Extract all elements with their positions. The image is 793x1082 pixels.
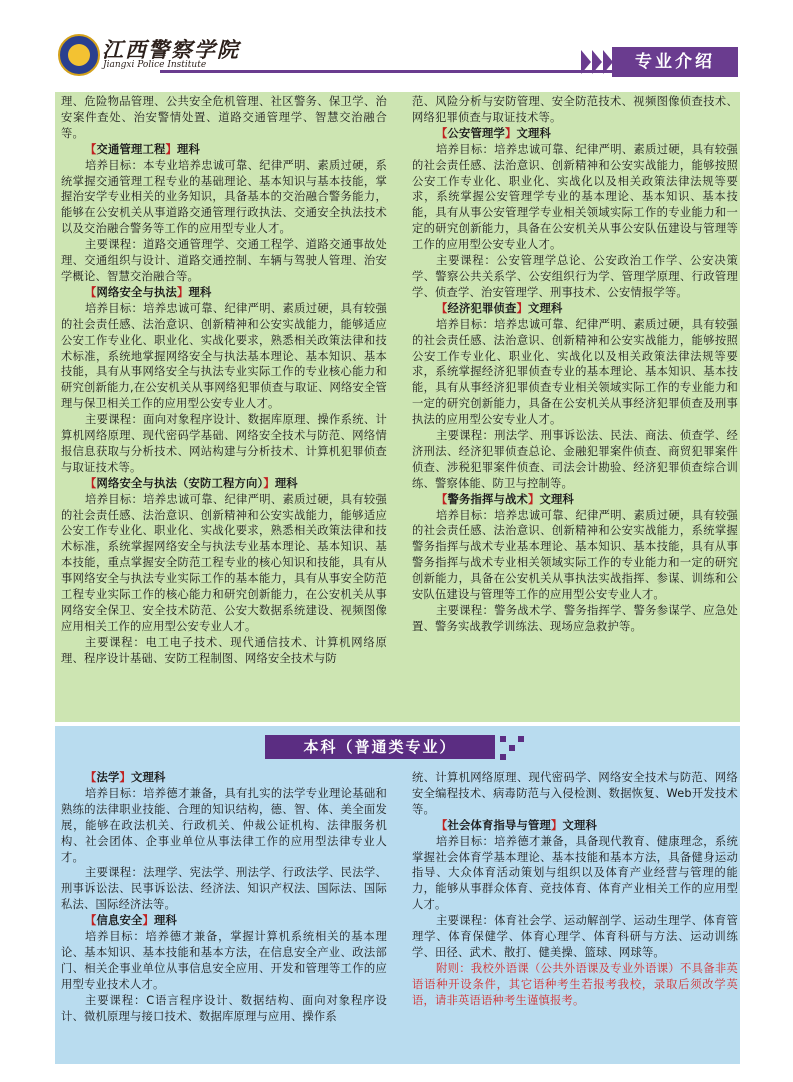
school-name-cn: 江西警察学院 [102, 37, 240, 62]
major-heading: 【社会体育指导与管理】文理科 [436, 818, 597, 832]
green-right-column [412, 94, 738, 635]
body-paragraph: 培养目标：培养忠诚可靠、纪律严明、素质过硬，具有较强的社会责任感、法治意识、创新精神和公安实战能力，能够适应公安工作专业化、职业化、实战化要求，熟悉相关政策法律和技术标准，系统掌握网络安全与执法专业基本理论、基本知识、基本技能，重点掌握安全防范工程专业的核心知识和技能，具有从事网络安全与执法专业实际工作的基本能力，具有从事安全防范工程专业实际工作的核心能力和研究创新能力，在公安机关从事网络安全保卫、安全技术防范、公安大数据系统建设、视频图像应用相关工作的应用型公安专业人才。 [61, 492, 387, 633]
major-type: 理科 [274, 476, 298, 490]
decorative-square-icon [500, 754, 506, 760]
body-paragraph: 统、计算机网络原理、现代密码学、网络安全技术与防范、网络安全编程技术、病毒防范与入侵检测、数据恢复、Web开发技术等。 [412, 771, 738, 816]
body-paragraph: 培养目标：本专业培养忠诚可靠、纪律严明、素质过硬，系统掌握交通管理工程专业的基础理论、基本知识与基本技能，掌握治安学专业相关的业务知识，具备基本的交治融合警务能力，能够在公安机关从事道路交通管理行政执法、交通安全执法技术以及交治融合警务等工作的应用型专业人才。 [61, 158, 387, 236]
major-name: 网络安全与执法（安防工程方向） [96, 476, 264, 490]
major-name: 信息安全 [96, 914, 143, 928]
major-name: 警务指挥与战术 [447, 492, 528, 506]
major-heading: 【警务指挥与战术】文理科 [436, 492, 574, 506]
body-paragraph: 培养目标：培养德才兼备，具备现代教育、健康理念，系统掌握社会体育学基本理论、基本技能和基本方法，具备健身运动指导、大众体育活动策划与组织以及体育产业经营与管理的能力，能够从事群众体育、竞技体育、体育产业相关工作的应用型人才。 [412, 834, 738, 912]
body-paragraph: 培养目标：培养忠诚可靠、纪律严明、素质过硬，具有较强的社会责任感、法治意识、创新精神和公安实战能力，系统掌握警务指挥与战术专业基本理论、基本知识、基本技能，具有从事警务指挥与战术专业相关领域实际工作的专业能力和一定的研究创新能力，具备在公安机关从事执法实战指挥、参谋、训练和公安队伍建设与管理等工作的应用型公安专业人才。 [412, 508, 738, 602]
police-emblem-icon [58, 34, 100, 76]
notice-paragraph: 附则：我校外语课（公共外语课及专业外语课）不具备非英语语种开设条件，其它语种考生若报考我校，录取后须改学英语，请非英语语种考生谨慎报考。 [412, 961, 738, 1007]
body-paragraph: 培养目标：培养忠诚可靠、纪律严明、素质过硬，具有较强的社会责任感、法治意识、创新精神和公安实战能力，能够按照公安工作专业化、职业化、实战化以及相关政策法律法规等要求，系统掌握公安管理学专业的基本理论、基本知识、基本技能，具有从事公安管理学专业相关领域实际工作的专业能力和一定的研究创新能力，具备在公安机关从事公安队伍建设与管理等工作的应用型公安专业人才。 [412, 142, 738, 252]
decorative-square-icon [509, 745, 515, 751]
major-type: 文理科 [131, 771, 166, 784]
major-type: 理科 [176, 142, 200, 156]
major-heading: 【法学】文理科 [85, 771, 166, 784]
blue-left-column [61, 770, 387, 1025]
major-type: 理科 [154, 914, 177, 928]
major-name: 交通管理工程 [96, 142, 166, 156]
major-heading: 【公安管理学】文理科 [436, 126, 551, 140]
body-paragraph: 主要课程：面向对象程序设计、数据库原理、操作系统、计算机网络原理、现代密码学基础、网络安全技术与防范、网络情报信息获取与分析技术、网站构建与分析技术、计算机犯罪侦查与取证技术等。 [61, 413, 387, 474]
body-paragraph: 主要课程：法理学、宪法学、刑法学、行政法学、民法学、刑事诉讼法、民事诉讼法、经济法、知识产权法、国际法、国际私法、国际经济法等。 [61, 866, 387, 912]
chevron-icon [581, 50, 591, 74]
body-paragraph: 培养目标：培养忠诚可靠、纪律严明、素质过硬，具有较强的社会责任感、法治意识、创新精神和公安实战能力，能够适应公安工作专业化、职业化、实战化要求，熟悉相关政策法律和技术标准，系统地掌握网络安全与执法基本理论、基本知识、基本技能，具有从事网络安全与执法专业实际工作的专业核心能力和研究创新能力,在公安机关从事网络犯罪侦查与取证、网络安全管理与保卫相关工作的应用型公安专业人才。 [61, 301, 387, 411]
major-type: 文理科 [527, 301, 563, 315]
body-paragraph: 培养目标：培养德才兼备，具有扎实的法学专业理论基础和熟练的法律职业技能、合理的知识结构，德、智、体、美全面发展，能够在政法机关、行政机关、仲裁公证机构、法律服务机构、社会团体、企事业单位从事法律工作的应用型法律专业人才。 [61, 786, 387, 864]
section-banner: 本科（普通类专业） [265, 735, 495, 759]
section-title: 专业介绍 [612, 47, 738, 77]
body-paragraph: 主要课程：道路交通管理学、交通工程学、道路交通事故处理、交通组织与设计、道路交通控制、车辆与驾驶人管理、治安学概论、智慧交治融合等。 [61, 238, 387, 283]
body-paragraph: 培养目标：培养德才兼备，掌握计算机系统相关的基本理论、基本知识、基本技能和基本方法，在信息安全产业、政法部门、相关企事业单位从事信息安全应用、开发和管理等工作的应用型专业技术人才。 [61, 930, 387, 991]
major-type: 文理科 [539, 492, 574, 506]
chevron-icon [592, 50, 602, 74]
major-heading: 【交通管理工程】理科 [85, 142, 200, 156]
major-heading: 【网络安全与执法（安防工程方向）】理科 [85, 476, 298, 490]
major-name: 法学 [96, 771, 120, 784]
decorative-square-icon [500, 736, 506, 742]
body-paragraph: 理、危险物品管理、公共安全危机管理、社区警务、保卫学、治安案件查处、治安警情处置、道路交通管理学、智慧交治融合等。 [61, 95, 387, 140]
page-header [0, 0, 793, 88]
body-paragraph: 主要课程：公安管理学总论、公安政治工作学、公安决策学、警察公共关系学、公安组织行为学、管理学原理、行政管理学、侦查学、治安管理学、刑事技术、公安情报学等。 [412, 254, 738, 299]
body-paragraph: 主要课程：警务战术学、警务指挥学、警务参谋学、应急处置、警务实战教学训练法、现场应急救护等。 [412, 604, 738, 633]
decorative-square-icon [518, 736, 524, 742]
major-name: 社会体育指导与管理 [447, 818, 551, 832]
green-left-column [61, 94, 387, 667]
header-divider [160, 70, 615, 73]
school-name-en: Jiangxi Police Institute [103, 60, 207, 70]
major-type: 文理科 [516, 126, 551, 140]
body-paragraph: 主要课程：电工电子技术、现代通信技术、计算机网络原理、程序设计基础、安防工程制图、网络安全技术与防 [61, 635, 387, 665]
major-name: 公安管理学 [447, 126, 505, 140]
body-paragraph: 主要课程：体育社会学、运动解剖学、运动生理学、体育管理学、体育保健学、体育心理学、体育科研与方法、运动训练学、田径、武术、散打、健美操、篮球、网球等。 [412, 914, 738, 959]
major-name: 经济犯罪侦查 [447, 301, 517, 315]
blue-right-column [412, 770, 738, 1009]
major-type: 文理科 [562, 818, 597, 832]
major-type: 理科 [188, 285, 212, 299]
major-name: 网络安全与执法 [96, 285, 177, 299]
major-heading: 【信息安全】理科 [85, 914, 177, 928]
major-heading: 【经济犯罪侦查】文理科 [436, 301, 563, 315]
body-paragraph: 主要课程：C语言程序设计、数据结构、面向对象程序设计、微机原理与接口技术、数据库原理与应用、操作系 [61, 993, 387, 1023]
body-paragraph: 主要课程：刑法学、刑事诉讼法、民法、商法、侦查学、经济刑法、经济犯罪侦查总论、金融犯罪案件侦查、商贸犯罪案件侦查、涉税犯罪案件侦查、司法会计勘验、经济犯罪侦查综合训练、警察体能、防卫与控制等。 [412, 429, 738, 490]
body-paragraph: 培养目标：培养忠诚可靠、纪律严明、素质过硬，具有较强的社会责任感、法治意识、创新精神和公安实战能力，能够按照公安工作专业化、职业化、实战化以及相关政策法律法规等要求，系统掌握经济犯罪侦查专业的基本理论、基本知识、基本技能，具有从事经济犯罪侦查专业相关领域实际工作的专业能力和一定的研究创新能力，具备在公安机关从事经济犯罪侦查及刑事执法的应用型公安专业人才。 [412, 317, 738, 427]
major-heading: 【网络安全与执法】理科 [85, 285, 212, 299]
body-paragraph: 范、风险分析与安防管理、安全防范技术、视频图像侦查技术、网络犯罪侦查与取证技术等。 [412, 95, 738, 124]
